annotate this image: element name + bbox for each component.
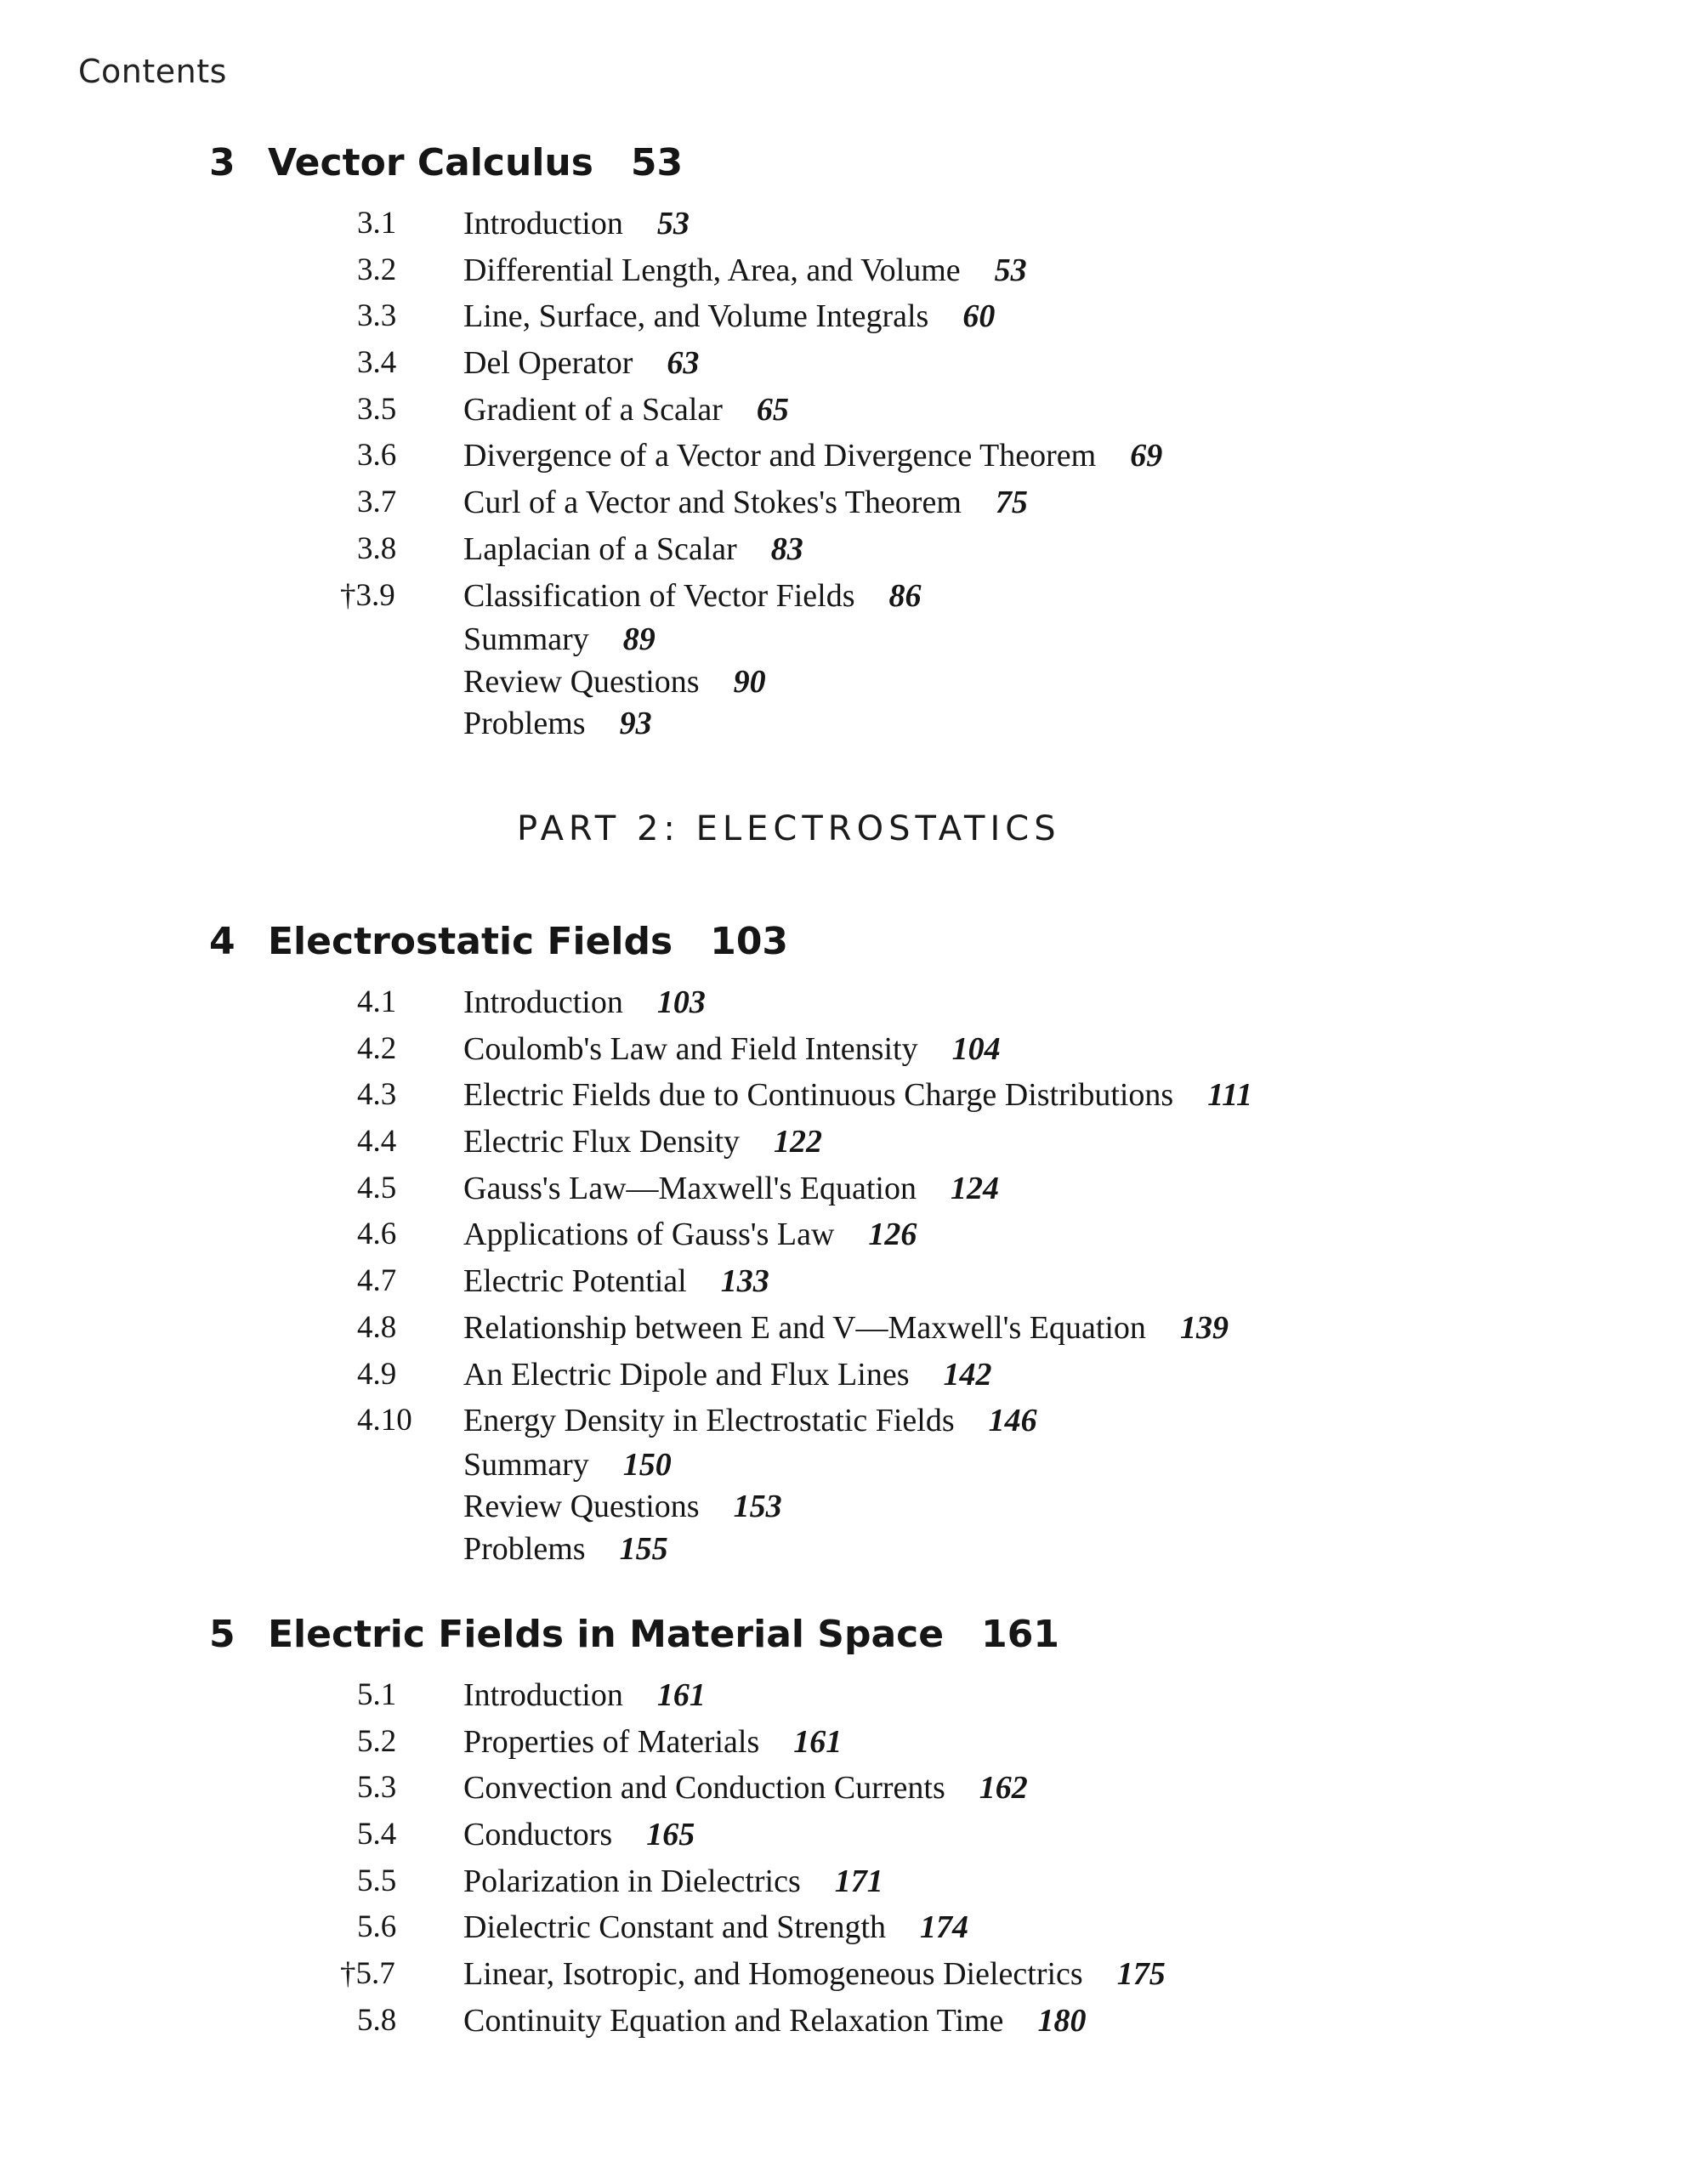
toc-entry [0, 340, 1697, 387]
section-number: 4.10 [357, 1403, 412, 1438]
section-number: 4.2 [357, 1030, 397, 1066]
section-page: 111 [1207, 1077, 1253, 1114]
toc-entry [0, 1119, 1697, 1166]
section-number: 5.2 [357, 1723, 397, 1759]
section-page: 53 [994, 252, 1027, 288]
section-page: 139 [1179, 1309, 1229, 1346]
extra-title: Problems [463, 1530, 586, 1567]
section-title: Gradient of a Scalar [463, 391, 723, 428]
section-page: 75 [995, 485, 1028, 521]
part-heading: PART 2: ELECTROSTATICS [517, 809, 1061, 848]
toc-entry [0, 1719, 1697, 1766]
section-page: 174 [920, 1909, 969, 1946]
toc-entry [0, 1258, 1697, 1305]
section-number: 5.6 [357, 1909, 397, 1945]
extra-title: Review Questions [463, 663, 700, 700]
section-title: Conductors [463, 1817, 613, 1853]
section-title: Divergence of a Vector and Divergence Theorem [463, 438, 1097, 474]
section-number: 3.2 [357, 252, 397, 287]
toc-entry [0, 247, 1697, 294]
section-number: 3.8 [357, 530, 397, 566]
toc-entry [0, 1858, 1697, 1905]
toc-entry [0, 1998, 1697, 2045]
section-title: Electric Potential [463, 1263, 687, 1300]
section-title: Introduction [463, 206, 623, 241]
toc-entry [0, 1211, 1697, 1258]
section-title: Linear, Isotropic, and Homogeneous Dielectrics [463, 1956, 1083, 1993]
toc-entry-extra [0, 1444, 1697, 1487]
section-page: 69 [1130, 438, 1163, 474]
toc-entry [0, 979, 1697, 1026]
chapter-title [0, 1609, 1697, 1660]
extra-page: 93 [619, 706, 652, 742]
section-page: 171 [834, 1863, 883, 1899]
section-page: 161 [793, 1723, 843, 1760]
section-page: 104 [951, 1030, 1001, 1067]
section-title: Electric Flux Density [463, 1124, 741, 1160]
section-number: †3.9 [340, 577, 395, 613]
section-list [0, 979, 1697, 1570]
toc-entry [0, 1951, 1697, 1998]
section-page: 142 [943, 1356, 992, 1393]
section-title: Line, Surface, and Volume Integrals [463, 298, 929, 335]
toc-entry [0, 1072, 1697, 1119]
toc-entry [0, 1352, 1697, 1398]
toc-entry-extra [0, 703, 1697, 746]
section-page: 122 [774, 1124, 823, 1160]
section-number: 5.8 [357, 2002, 397, 2038]
chapter-name: Electric Fields in Material Space [268, 1613, 945, 1656]
section-number: 4.7 [357, 1263, 397, 1299]
section-title: An Electric Dipole and Flux Lines [463, 1356, 910, 1393]
section-page: 53 [656, 206, 690, 241]
section-number: 5.5 [357, 1863, 397, 1898]
toc-entry-extra [0, 1486, 1697, 1529]
toc-entry-extra [0, 661, 1697, 704]
toc-entry [0, 1026, 1697, 1073]
section-title: Applications of Gauss's Law [463, 1217, 835, 1253]
section-title: Differential Length, Area, and Volume [463, 252, 961, 288]
chapter-page: 103 [710, 920, 789, 963]
extra-title: Review Questions [463, 1489, 700, 1525]
chapter-page: 161 [981, 1613, 1059, 1656]
toc-entry [0, 293, 1697, 340]
chapter-number: 5 [209, 1613, 236, 1656]
section-page: 65 [756, 391, 789, 428]
chapter-title [0, 916, 1697, 967]
chapter-5 [0, 1609, 1697, 2045]
chapter-page: 53 [630, 141, 684, 184]
toc-entry [0, 1672, 1697, 1719]
section-title: Convection and Conduction Currents [463, 1770, 945, 1807]
section-title: Laplacian of a Scalar [463, 530, 737, 567]
section-number: 4.5 [357, 1170, 397, 1205]
section-page: 60 [962, 298, 996, 335]
toc-entry [0, 1398, 1697, 1444]
section-title: Introduction [463, 1677, 623, 1713]
toc-entry [0, 526, 1697, 573]
section-page: 126 [868, 1217, 917, 1253]
section-number: 5.4 [357, 1817, 397, 1852]
chapter-number: 3 [209, 141, 236, 184]
extra-page: 150 [622, 1446, 672, 1483]
extra-page: 89 [622, 621, 656, 658]
section-list [0, 201, 1697, 746]
extra-page: 155 [619, 1530, 668, 1567]
section-number: 5.1 [357, 1677, 397, 1712]
toc-entry [0, 387, 1697, 434]
section-page: 146 [988, 1403, 1037, 1439]
section-page: 133 [720, 1263, 769, 1300]
section-title: Energy Density in Electrostatic Fields [463, 1403, 955, 1439]
section-number: 4.8 [357, 1309, 397, 1345]
section-number: 3.7 [357, 485, 397, 520]
section-title: Classification of Vector Fields [463, 577, 855, 614]
section-number: 4.9 [357, 1356, 397, 1392]
section-title: Properties of Materials [463, 1723, 760, 1760]
section-page: 175 [1116, 1956, 1166, 1993]
toc-entry [0, 1305, 1697, 1352]
section-page: 165 [646, 1817, 695, 1853]
toc-entry [0, 433, 1697, 479]
section-page: 103 [656, 984, 706, 1020]
section-title: Relationship between E and V—Maxwell's Equation [463, 1309, 1146, 1346]
toc-entry [0, 479, 1697, 526]
section-number: 3.6 [357, 438, 397, 474]
chapter-3 [0, 138, 1697, 746]
section-title: Del Operator [463, 345, 633, 382]
page-header: Contents [78, 53, 227, 90]
toc-entry [0, 1166, 1697, 1212]
chapter-name: Electrostatic Fields [268, 920, 673, 963]
toc-entry [0, 201, 1697, 247]
section-list [0, 1672, 1697, 2045]
section-title: Dielectric Constant and Strength [463, 1909, 887, 1946]
section-page: 124 [950, 1170, 999, 1206]
section-page: 63 [667, 345, 700, 382]
section-number: 3.5 [357, 391, 397, 427]
extra-title: Summary [463, 621, 589, 658]
section-page: 180 [1037, 2002, 1087, 2039]
section-number: 4.4 [357, 1124, 397, 1160]
extra-title: Summary [463, 1446, 589, 1483]
section-number: 5.3 [357, 1770, 397, 1806]
extra-title: Problems [463, 706, 586, 742]
section-title: Introduction [463, 984, 623, 1020]
section-title: Electric Fields due to Continuous Charge Distributions [463, 1077, 1174, 1114]
section-title: Coulomb's Law and Field Intensity [463, 1030, 918, 1067]
section-number: 4.6 [357, 1217, 397, 1252]
section-page: 86 [888, 577, 922, 614]
extra-page: 153 [733, 1489, 782, 1525]
section-title: Polarization in Dielectrics [463, 1863, 801, 1899]
toc-entry-extra [0, 619, 1697, 661]
chapter-title [0, 138, 1697, 189]
chapter-name: Vector Calculus [268, 141, 593, 184]
toc-entry-extra [0, 1529, 1697, 1571]
extra-page: 90 [733, 663, 766, 700]
section-page: 83 [770, 530, 803, 567]
toc-entry [0, 1904, 1697, 1951]
chapter-4 [0, 916, 1697, 1570]
section-title: Gauss's Law—Maxwell's Equation [463, 1170, 917, 1206]
section-number: 4.1 [357, 984, 397, 1019]
section-page: 161 [656, 1677, 706, 1713]
toc-entry [0, 573, 1697, 620]
section-page: 162 [979, 1770, 1028, 1807]
section-number: 4.3 [357, 1077, 397, 1113]
section-title: Continuity Equation and Relaxation Time [463, 2002, 1004, 2039]
section-number: †5.7 [340, 1956, 395, 1992]
section-number: 3.4 [357, 345, 397, 381]
section-title: Curl of a Vector and Stokes's Theorem [463, 485, 962, 521]
toc-entry [0, 1812, 1697, 1858]
toc-entry [0, 1765, 1697, 1812]
section-number: 3.1 [357, 206, 397, 241]
section-number: 3.3 [357, 298, 397, 334]
chapter-number: 4 [209, 920, 236, 963]
